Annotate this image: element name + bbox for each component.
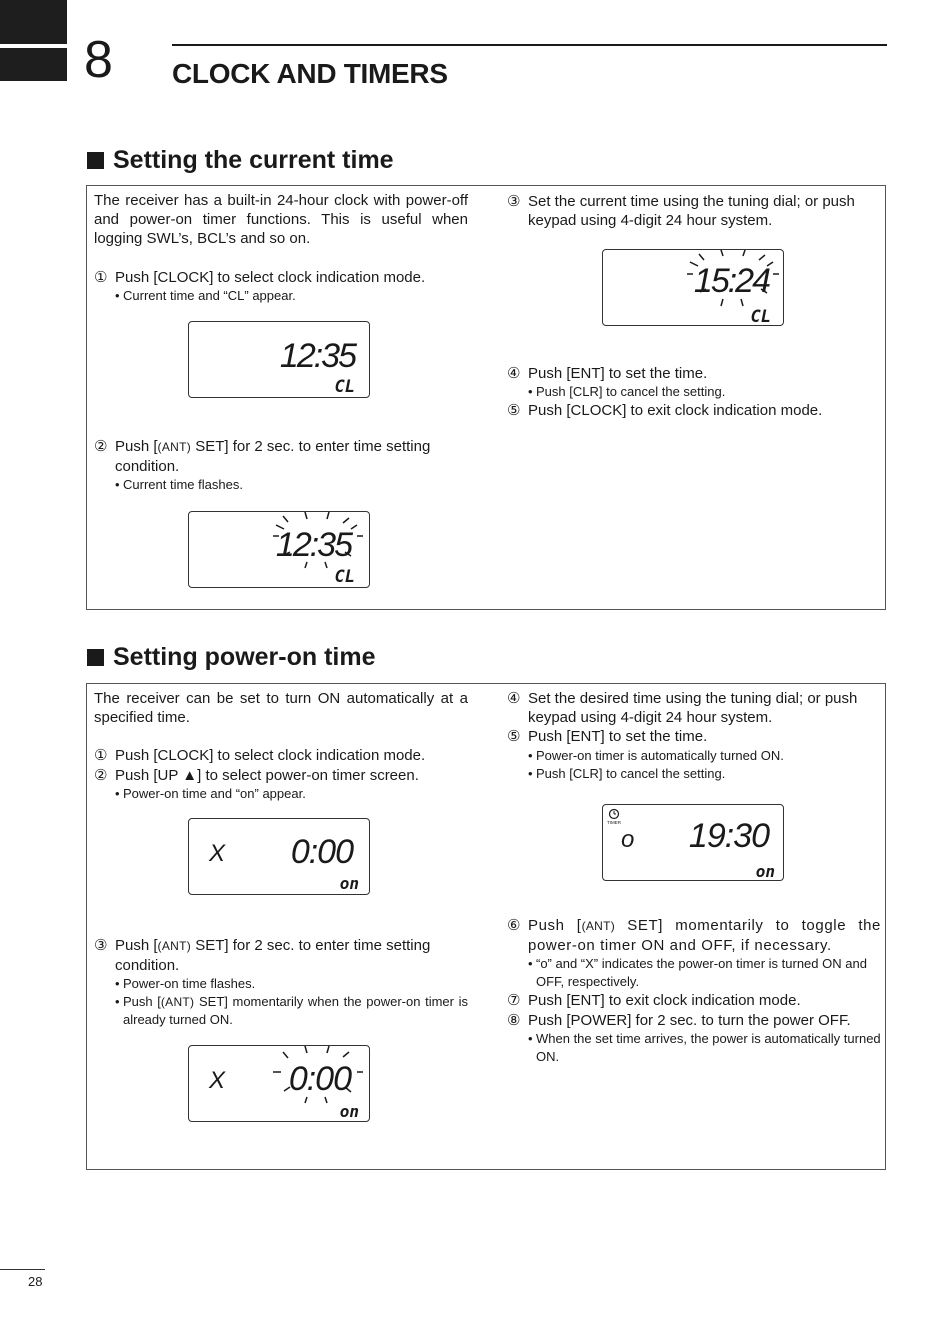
step-6-bullet: • “o” and “X” indicates the power-on timer is turned ON and OFF, respectively. [528, 956, 867, 990]
up-arrow-icon: ▲ [182, 766, 198, 784]
chapter-number: 8 [84, 31, 113, 89]
lcd-time: 19:30 [688, 817, 769, 855]
left-column [94, 191, 468, 305]
left-column-step3 [94, 936, 468, 1029]
lcd-sub: on [339, 874, 359, 893]
lcd-display-power-on-flashing [188, 1045, 370, 1122]
lcd-time: 0:00 [290, 833, 353, 871]
step-2-bullet: • Current time flashes. [115, 477, 243, 493]
chapter-rule [172, 44, 887, 46]
right-column [507, 689, 881, 783]
footer-rule [0, 1269, 45, 1270]
lcd-flag: X [209, 840, 226, 867]
clock-icon [610, 810, 619, 819]
lcd-sub: on [755, 862, 775, 881]
lcd-sub: CL [750, 307, 771, 327]
step-8-bullet: • When the set time arrives, the power is automatically turned ON. [528, 1030, 881, 1064]
lcd-time: 0:00 [288, 1060, 351, 1098]
section-heading-power-on-time [87, 643, 376, 672]
lcd-time: 15:24 [693, 262, 769, 300]
lcd-display-clock [188, 321, 370, 398]
step-5: ⑤ Push [ENT] to set the time. [507, 728, 708, 746]
lcd-flag: o [621, 826, 635, 853]
step-2-bullet: • Power-on time and “on” appear. [115, 785, 306, 801]
step-4: ④ Set the desired time using the tuning dial; or push keypad using 4-digit 24 hour system. [507, 690, 858, 727]
lcd-time: 12:35 [279, 337, 355, 375]
lcd-time: 12:35 [275, 526, 351, 564]
left-column-step2 [94, 437, 468, 494]
step-7: ⑦ Push [ENT] to exit clock indication mode. [507, 992, 801, 1010]
timer-label: TIMER [607, 820, 621, 825]
step-2: ② Push [(ANT) SET] for 2 sec. to enter time setting condition. [94, 438, 431, 476]
right-column-steps-4-5 [507, 364, 881, 420]
step-5-bullet-1: • Power-on timer is automatically turned ON. [528, 747, 784, 763]
lcd-flag: X [209, 1067, 226, 1094]
step-2: ② Push [UP ▲] to select power-on timer screen. [94, 766, 419, 784]
left-column [94, 689, 468, 803]
section-heading-current-time [87, 146, 394, 175]
lcd-display-power-on [188, 818, 370, 895]
square-bullet-icon [87, 152, 104, 169]
step-8: ⑧ Push [POWER] for 2 sec. to turn the power OFF. [507, 1011, 851, 1029]
step-3-bullet-2: • Push [(ANT) SET] momentarily when the power-on timer is already turned ON. [115, 994, 468, 1028]
step-1: ① Push [CLOCK] to select clock indication mode. [94, 268, 426, 286]
step-6: ⑥ Push [(ANT) SET] momentarily to toggle the power-on timer ON and OFF, if necessary. [507, 917, 881, 955]
lcd-sub: on [339, 1102, 359, 1121]
section-title: Setting the current time [113, 146, 394, 174]
lcd-display-timer-on [602, 804, 784, 881]
lcd-sub: CL [334, 377, 355, 397]
step-1-bullet: • Current time and “CL” appear. [115, 287, 296, 303]
intro-text: The receiver can be set to turn ON automatically at a specified time. [94, 690, 468, 727]
lcd-display-clock-flashing [188, 511, 370, 588]
step-3-bullet-1: • Power-on time flashes. [115, 976, 256, 992]
step-4: ④ Push [ENT] to set the time. [507, 365, 708, 382]
step-5: ⑤ Push [CLOCK] to exit clock indication mode. [507, 402, 823, 420]
chapter-title: CLOCK AND TIMERS [172, 58, 448, 89]
chapter-tab-block-lower [0, 48, 67, 81]
right-column-steps-6-8 [507, 916, 881, 1066]
chapter-tab-block [0, 0, 67, 44]
page-number: 28 [28, 1274, 43, 1289]
step-3: ③ Push [(ANT) SET] for 2 sec. to enter time setting condition. [94, 937, 431, 975]
step-1: ① Push [CLOCK] to select clock indication mode. [94, 747, 426, 765]
square-bullet-icon [87, 649, 104, 666]
right-column [507, 192, 881, 230]
lcd-display-set-time [602, 249, 784, 326]
section-title: Setting power-on time [113, 643, 376, 671]
step-5-bullet-2: • Push [CLR] to cancel the setting. [528, 765, 726, 781]
lcd-sub: CL [334, 567, 355, 587]
intro-text: The receiver has a built-in 24-hour clock with power-off and power-on timer functions. This is useful when logging SWL’s, BCL’s and so on. [94, 192, 468, 248]
step-3: ③ Set the current time using the tuning dial; or push keypad using 4-digit 24 hour system. [507, 193, 855, 230]
step-4-bullet: • Push [CLR] to cancel the setting. [528, 384, 726, 400]
